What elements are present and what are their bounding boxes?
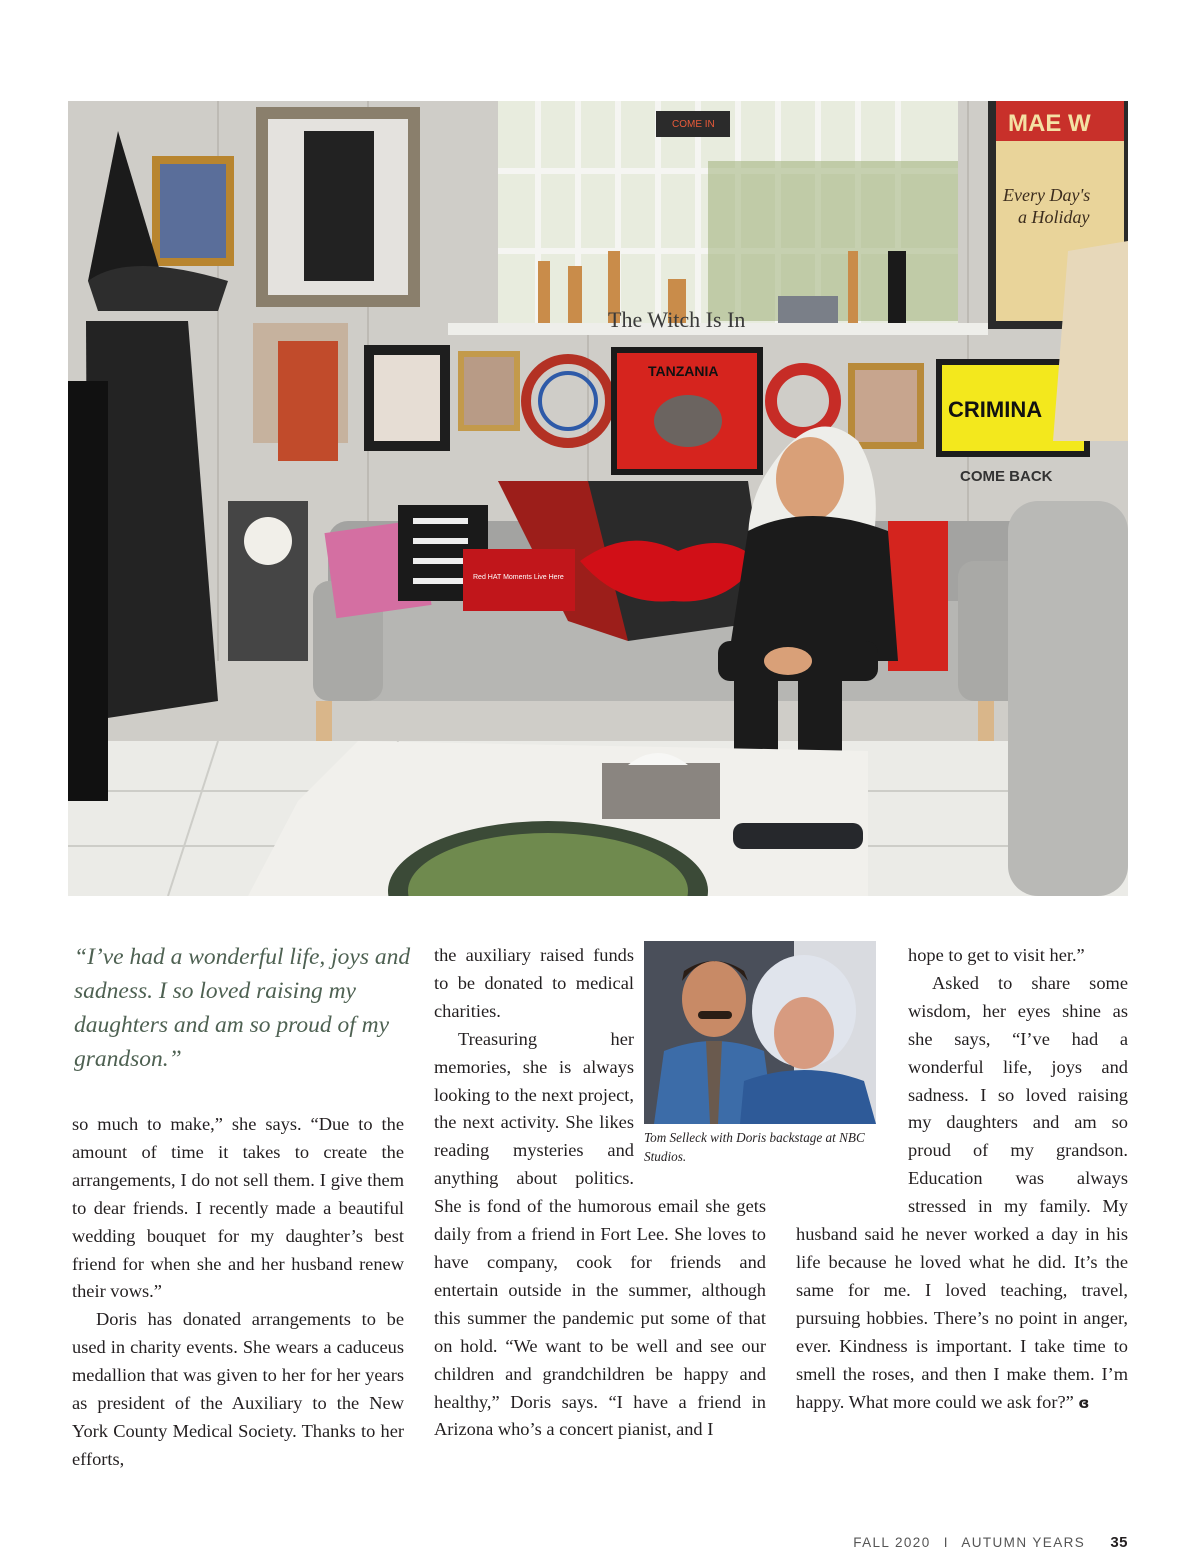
inset-photo-caption: Tom Selleck with Doris backstage at NBC Studios.: [644, 1130, 865, 1164]
paragraph: the auxiliary raised funds to be donated to medical charities.: [434, 945, 634, 1021]
poster-tagline-2: a Holiday: [1018, 207, 1090, 227]
come-back-sign: COME BACK: [960, 468, 1053, 485]
poster-tagline-1: Every Day's: [1003, 185, 1091, 205]
come-in-sign: COME IN: [672, 119, 715, 130]
article-column-3: [796, 942, 1128, 1417]
photo-wrap-spacer: [792, 942, 908, 1194]
end-mark-icon: ɞ: [1078, 1393, 1090, 1412]
article-column-2: [434, 942, 865, 1444]
paragraph: Doris has donated arrangements to be used in charity events. She wears a caduceus medallion that was given to her for her years as president of the Auxiliary to the New York County Medical Society. Thanks to her efforts,: [72, 1309, 404, 1469]
pull-quote: “I’ve had a wonderful life, joys and sadness. I so loved raising my daughters and am so proud of my grandson.”: [74, 944, 411, 1072]
paragraph: so much to make,” she says. “Due to the amount of time it takes to create the arrangements, I do not sell them. I give them to dear friends. I recently made a beautiful wedding bouquet for my daughter’s best friend for when she and her husband renew their vows.”: [72, 1114, 404, 1302]
footer-separator: I: [943, 1535, 949, 1550]
paragraph: Treasuring her memories, she is always looking to the next project, the next activity. She likes reading mysteries and anything about politics. She is fond of the humorous email she gets daily from a friend in Fort Lee. She loves to have company, cook for friends and entertain outside in the summer, although this summer the pandemic put some of that on hold. “We want to be well and see our children and grandchildren be happy and healthy,” Doris says. “I have a friend in Arizona who’s a concert pianist, and I: [434, 1028, 766, 1440]
tanzania-sign: TANZANIA: [648, 363, 719, 379]
magazine-name: AUTUMN YEARS: [961, 1535, 1086, 1550]
poster-title: MAE W: [1008, 110, 1091, 137]
page-footer: [853, 1534, 1128, 1551]
article-column-1: [72, 1111, 404, 1474]
hero-photo: [68, 101, 1128, 896]
paragraph: hope to get to visit her.”: [908, 945, 1085, 965]
red-hat-pillow: Red HAT Moments Live Here: [473, 574, 564, 581]
witch-is-in-sign: The Witch Is In: [608, 307, 746, 332]
criminal-sign: CRIMINA: [948, 397, 1043, 422]
issue-label: FALL 2020: [853, 1535, 931, 1550]
living-room-scene: [68, 101, 1128, 896]
paragraph-text: Asked to share some wisdom, her eyes shine as she says, “I’ve had a wonderful life, joys and sadness. I so loved raising my daughters and am so proud of my grandson. Education was always stressed in my family. My husband said he never worked a day in his life because he loved what he did. It’s the same for me. I loved teaching, travel, pursuing hobbies. There’s no point in anger, ever. Kindness is important. I take time to smell the roses, and then I make them. I’m happy. What more could we ask for?”: [796, 972, 1128, 1412]
page-number: 35: [1110, 1534, 1128, 1551]
